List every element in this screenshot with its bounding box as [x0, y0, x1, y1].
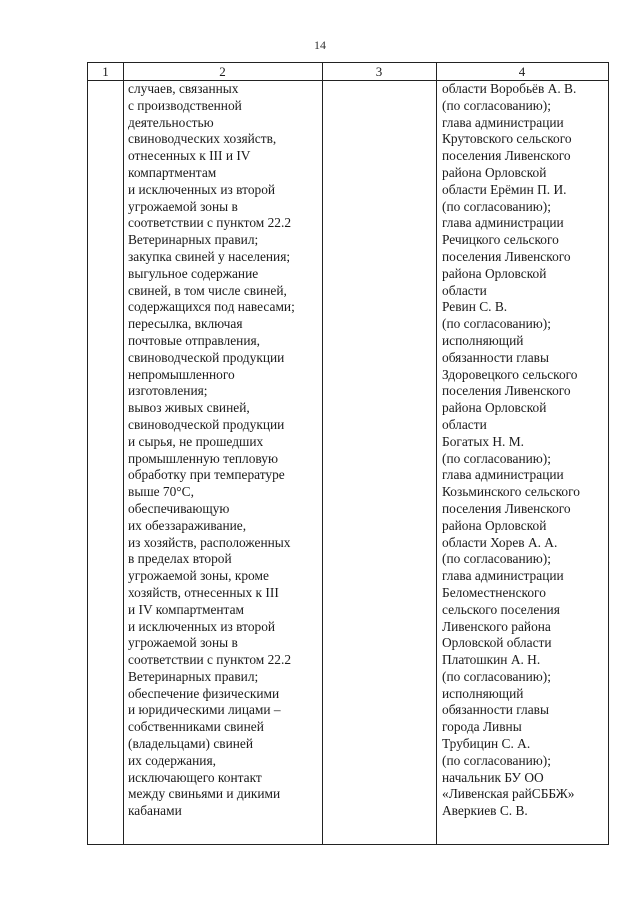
col4-text-line: (по согласованию); — [442, 551, 551, 567]
col4-text-line: Трубицин С. А. — [442, 736, 531, 752]
table-header-row — [88, 63, 608, 81]
col4-text-line: поселения Ливенского — [442, 383, 571, 399]
col4-text-line: района Орловской — [442, 265, 547, 281]
col4-text-line: Беломестненского — [442, 584, 546, 600]
col2-text-line: кабанами — [128, 803, 182, 819]
col4-text-line: глава администрации — [442, 568, 564, 584]
col2-text-line: отнесенных к III и IV — [128, 148, 251, 164]
col2-text-line: почтовые отправления, — [128, 332, 261, 348]
col2-text-line: Ветеринарных правил; — [128, 668, 259, 684]
col2-text-line: изготовления; — [128, 383, 208, 399]
col4-text-line: Богатых Н. М. — [442, 433, 524, 449]
col2-text-line: закупка свиней у населения; — [128, 248, 291, 264]
header-col-4: 4 — [518, 64, 526, 79]
header-col-3: 3 — [375, 64, 383, 79]
col4-text-line: области Воробьёв А. В. — [442, 81, 577, 96]
col4-text-line: (по согласованию); — [442, 198, 551, 214]
column-divider — [123, 63, 124, 844]
col4-text-line: Речицкого сельского — [442, 232, 559, 248]
col4-text-line: Ливенского района — [442, 618, 551, 634]
col4-text-line: района Орловской — [442, 517, 547, 533]
col4-text-line: области — [442, 416, 487, 432]
col2-text-line: свиноводческой продукции — [128, 349, 285, 365]
col2-text-line: соответствии с пунктом 22.2 — [128, 215, 292, 231]
col4-text-line: глава администрации — [442, 114, 564, 130]
col4-text-line: поселения Ливенского — [442, 248, 571, 264]
col4-text-line: области — [442, 282, 487, 298]
col2-text-line: выгульное содержание — [128, 265, 259, 281]
column-divider — [436, 63, 437, 844]
col2-text-line: компартментам — [128, 164, 217, 180]
col2-cell — [128, 81, 318, 820]
col2-text-line: обработку при температуре — [128, 467, 285, 483]
col2-text-line: собственниками свиней — [128, 719, 264, 735]
col2-text-line: выше 70°С, — [128, 484, 194, 500]
col4-text-line: (по согласованию); — [442, 450, 551, 466]
col2-text-line: исключающего контакт — [128, 769, 262, 785]
col4-text-line: области Хорев А. А. — [442, 534, 558, 550]
col4-text-line: Здоровецкого сельского — [442, 366, 578, 382]
page-number: 14 — [314, 38, 326, 52]
col4-text-line: исполняющий — [442, 332, 524, 348]
col2-text-line: обеспечение физическими — [128, 685, 280, 701]
col4-text-line: исполняющий — [442, 685, 524, 701]
col4-text-line: обязанности главы — [442, 702, 549, 718]
col4-text-line: района Орловской — [442, 400, 547, 416]
col2-text-line: их обеззараживание, — [128, 517, 247, 533]
col2-text-line: и сырья, не прошедших — [128, 433, 264, 449]
col2-text-line: соответствии с пунктом 22.2 — [128, 652, 292, 668]
col4-text-line: области Ерёмин П. И. — [442, 181, 567, 197]
col4-text-line: (по согласованию); — [442, 668, 551, 684]
col4-text-line: «Ливенская райСББЖ» — [442, 786, 575, 802]
col2-text-line: (владельцами) свиней — [128, 736, 254, 752]
col4-text-line: начальник БУ ОО — [442, 769, 544, 785]
col2-text-line: и исключенных из второй — [128, 181, 276, 197]
col2-text-line: и исключенных из второй — [128, 618, 276, 634]
col2-text-line: и IV компартментам — [128, 601, 244, 617]
col4-text-line: Платошкин А. Н. — [442, 652, 541, 668]
col4-text-line: поселения Ливенского — [442, 500, 571, 516]
col2-text-line: их содержания, — [128, 752, 216, 768]
col4-text-line: поселения Ливенского — [442, 148, 571, 164]
col2-text-line: деятельностью — [128, 114, 214, 130]
col4-cell — [442, 81, 607, 820]
col2-text-line: свиноводческих хозяйств, — [128, 131, 277, 147]
col4-text-line: Крутовского сельского — [442, 131, 572, 147]
col2-text-line: промышленную тепловую — [128, 450, 278, 466]
col2-text-line: пересылка, включая — [128, 316, 243, 332]
col2-text-line: свиноводческой продукции — [128, 416, 285, 432]
col2-text-line: обеспечивающую — [128, 500, 230, 516]
col2-text-line: из хозяйств, расположенных — [128, 534, 291, 550]
col4-text-line: района Орловской — [442, 164, 547, 180]
col4-text-line: Орловской области — [442, 635, 552, 651]
col2-text-line: случаев, связанных — [128, 81, 239, 96]
col2-text-line: хозяйств, отнесенных к III — [128, 584, 279, 600]
col2-text-line: между свиньями и дикими — [128, 786, 281, 802]
col4-text-line: глава администрации — [442, 467, 564, 483]
col2-text-line: и юридическими лицами – — [128, 702, 281, 718]
col4-text-line: (по согласованию); — [442, 97, 551, 113]
col2-text-line: вывоз живых свиней, — [128, 400, 250, 416]
col2-text-line: в пределах второй — [128, 551, 232, 567]
col2-text-line: угрожаемой зоны в — [128, 198, 238, 214]
col4-text-line: (по согласованию); — [442, 752, 551, 768]
column-divider — [322, 63, 323, 844]
document-table — [87, 62, 609, 845]
col2-text-line: угрожаемой зоны, кроме — [128, 568, 269, 584]
col2-text-line: непромышленного — [128, 366, 235, 382]
col2-text-line: содержащихся под навесами; — [128, 299, 295, 315]
col4-text-line: Ревин С. В. — [442, 299, 508, 315]
header-col-2: 2 — [219, 64, 226, 79]
header-col-1: 1 — [102, 64, 109, 79]
col2-text-line: Ветеринарных правил; — [128, 232, 259, 248]
col4-text-line: Козьминского сельского — [442, 484, 580, 500]
col4-text-line: обязанности главы — [442, 349, 549, 365]
col2-text-line: свиней, в том числе свиней, — [128, 282, 287, 298]
col4-text-line: (по согласованию); — [442, 316, 551, 332]
col4-text-line: сельского поселения — [442, 601, 560, 617]
col2-text-line: угрожаемой зоны в — [128, 635, 238, 651]
col4-text-line: глава администрации — [442, 215, 564, 231]
col2-text-line: с производственной — [128, 97, 242, 113]
col4-text-line: города Ливны — [442, 719, 522, 735]
col4-text-line: Аверкиев С. В. — [442, 803, 528, 819]
